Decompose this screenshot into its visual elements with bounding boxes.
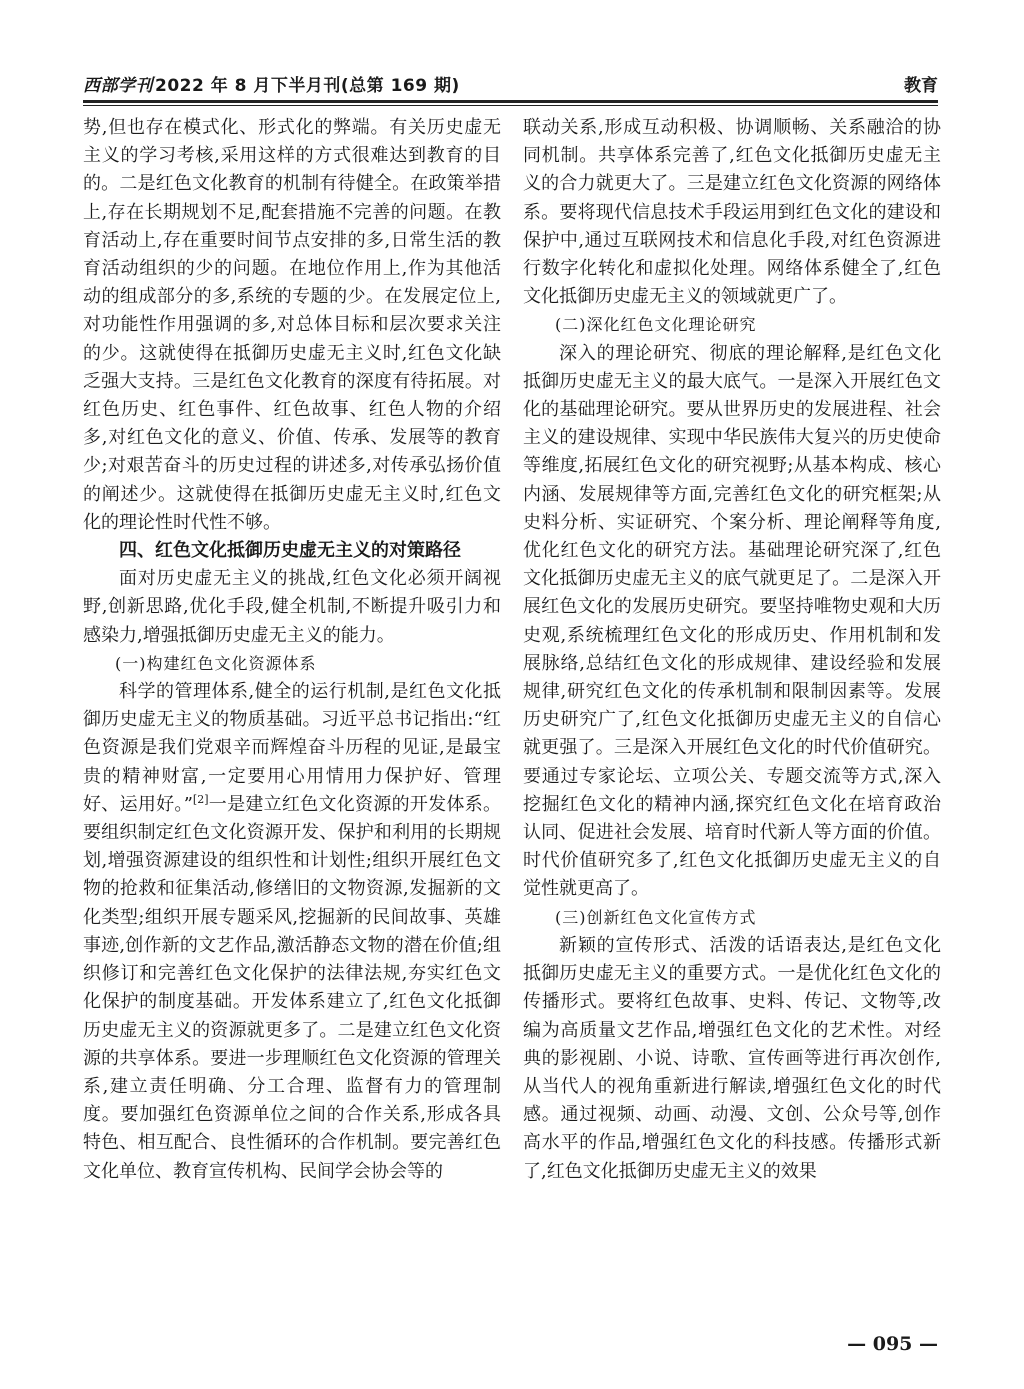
paragraph: 势,但也存在模式化、形式化的弊端。有关历史虚无主义的学习考核,采用这样的方式很难达到教育的目的。二是红色文化教育的机制有待健全。在政策举措上,存在长期规划不足,配套措施不完善的问题。在教育活动上,存在重要时间节点安排的多,日常生活的教育活动组织的少的问题。在地位作用上,作为其他活动的组成部分的多,系统的专题的少。在发展定位上,对功能性作用强调的多,对总体目标和层次要求关注的少。这就使得在抵御历史虚无主义时,红色文化缺乏强大支持。三是红色文化教育的深度有待拓展。对红色历史、红色事件、红色故事、红色人物的介绍多,对红色文化的意义、价值、传承、发展等的教育少;对艰苦奋斗的历史过程的讲述多,对传承弘扬价值的阐述少。这就使得在抵御历史虚无主义时,红色文化的理论性时代性不够。 [83,117,501,533]
left-column [83,114,501,1186]
paragraph: 联动关系,形成互动积极、协调顺畅、关系融洽的协同机制。共享体系完善了,红色文化抵御历史虚无主义的合力就更大了。三是建立红色文化资源的网络体系。要将现代信息技术手段运用到红色文化的建设和保护中,通过互联网技术和信息化手段,对红色资源进行数字化转化和虚拟化处理。网络体系健全了,红色文化抵御历史虚无主义的领域就更广了。 [523,117,941,308]
paragraph-text: 科学的管理体系,健全的运行机制,是红色文化抵御历史虚无主义的物质基础。习近平总书记指出:“红色资源是我们党艰辛而辉煌奋斗历程的见证,是最宝贵的精神财富,一定要用心用情用力保护好、管理好、运用好。” [83,681,501,815]
right-column [523,114,941,1186]
section-label: 教育 [904,76,938,96]
subsection-heading: (三)创新红色文化宣传方式 [555,907,757,927]
paragraph: 面对历史虚无主义的挑战,红色文化必须开阔视野,创新思路,优化手段,健全机制,不断提升吸引力和感染力,增强抵御历史虚无主义的能力。 [83,568,501,646]
subsection-heading: (二)深化红色文化理论研究 [555,315,757,335]
page-number: — 095 — [847,1333,938,1355]
running-header [83,74,938,100]
paragraph: 深入的理论研究、彻底的理论解释,是红色文化抵御历史虚无主义的最大底气。一是深入开展红色文化的基础理论研究。要从世界历史的发展进程、社会主义的建设规律、实现中华民族伟大复兴的历史使命等维度,拓展红色文化的研究视野;从基本构成、核心内涵、发展规律等方面,完善红色文化的研究框架;从史料分析、实证研究、个案分析、理论阐释等角度,优化红色文化的研究方法。基础理论研究深了,红色文化抵御历史虚无主义的底气就更足了。二是深入开展红色文化的发展历史研究。要坚持唯物史观和大历史观,系统梳理红色文化的形成历史、作用机制和发展脉络,总结红色文化的形成规律、建设经验和发展规律,研究红色文化的传承机制和限制因素等。发展历史研究广了,红色文化抵御历史虚无主义的自信心就更强了。三是深入开展红色文化的时代价值研究。要通过专家论坛、立项公关、专题交流等方式,深入挖掘红色文化的精神内涵,探究红色文化在培育政治认同、促进社会发展、培育时代新人等方面的价值。时代价值研究多了,红色文化抵御历史虚无主义的自觉性就更高了。 [523,342,941,900]
paragraph: 新颖的宣传形式、活泼的话语表达,是红色文化抵御历史虚无主义的重要方式。一是优化红色文化的传播形式。要将红色故事、史料、传记、文物等,改编为高质量文艺作品,增强红色文化的艺术性。对经典的影视剧、小说、诗歌、宣传画等进行再次创作,从当代人的视角重新进行解读,增强红色文化的时代感。通过视频、动画、动漫、文创、公众号等,创作高水平的作品,增强红色文化的科技感。传播形式新了,红色文化抵御历史虚无主义的效果 [523,934,941,1182]
journal-header [83,74,460,98]
header-rule-thin [83,105,938,106]
issue-info: 2022 年 8 月下半月刊(总第 169 期) [155,76,460,96]
citation-ref: [2] [192,792,209,806]
journal-logo: 西部学刊 [83,76,153,96]
section-heading: 四、红色文化抵御历史虚无主义的对策路径 [119,540,461,562]
paragraph-text: 一是建立红色文化资源的开发体系。要组织制定红色文化资源开发、保护和利用的长期规划,增强资源建设的组织性和计划性;组织开展红色文物的抢救和征集活动,修缮旧的文物资源,发掘新的文化类型;组织开展专题采风,挖掘新的民间故事、英雄事迹,创作新的文艺作品,激活静态文物的潜在价值;组织修订和完善红色文化保护的法律法规,夯实红色文化保护的制度基础。开发体系建立了,红色文化抵御历史虚无主义的资源就更多了。二是建立红色文化资源的共享体系。要进一步理顺红色文化资源的管理关系,建立责任明确、分工合理、监督有力的管理制度。要加强红色资源单位之间的合作关系,形成各具特色、相互配合、良性循环的合作机制。要完善红色文化单位、教育宣传机构、民间学会协会等的 [83,793,502,1182]
paragraph [83,678,501,1186]
header-rule [83,100,938,103]
subsection-heading: (一)构建红色文化资源体系 [115,653,317,673]
